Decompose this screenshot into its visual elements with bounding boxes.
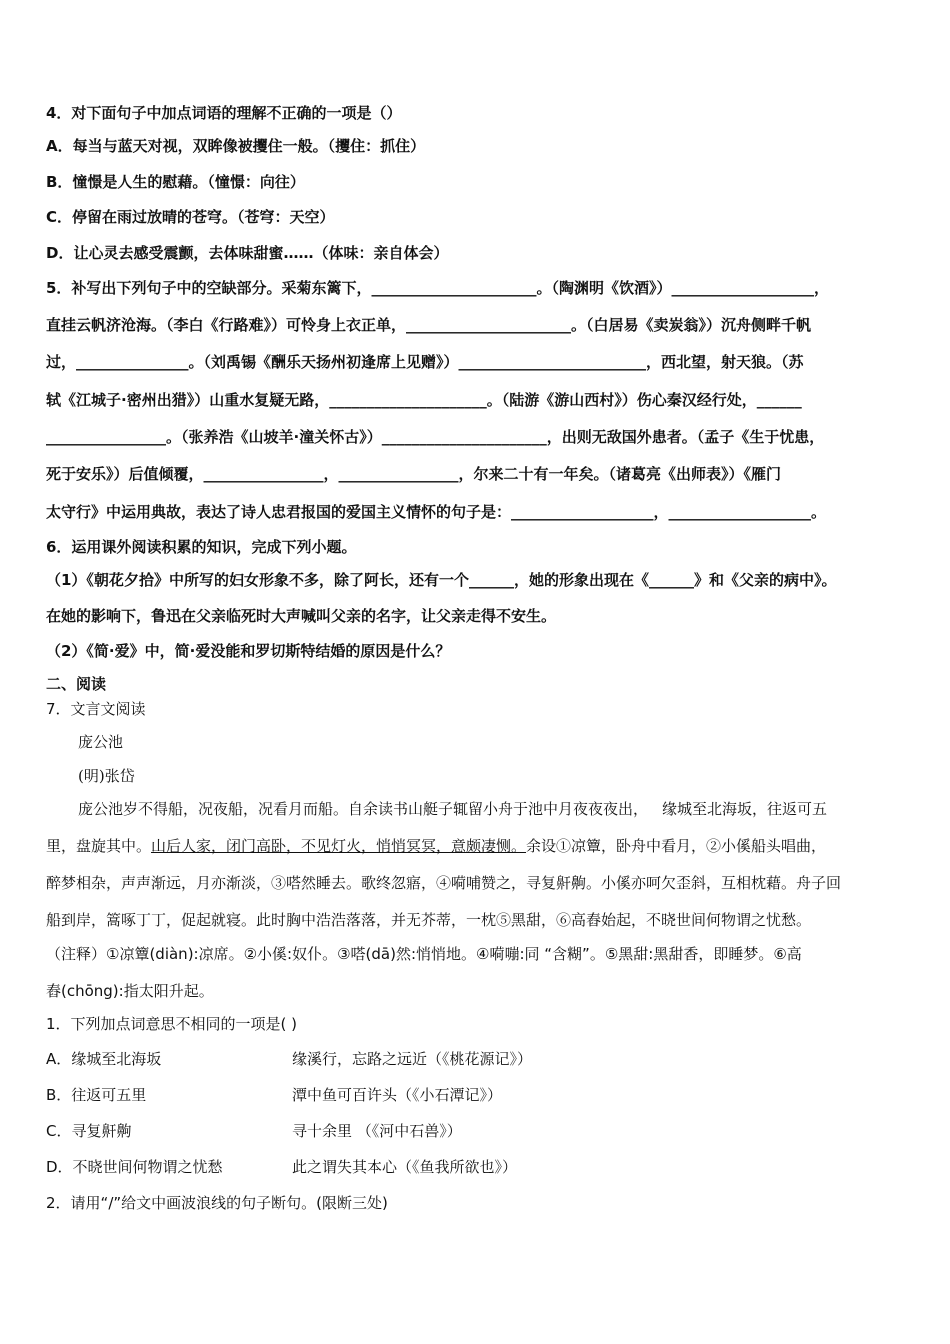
q6-part1-line2: 在她的影响下，鲁迅在父亲临死时大声喊叫父亲的名字，让父亲走得不安生。 xyxy=(46,607,557,625)
q6-part2: （2）《简·爱》中，简·爱没能和罗切斯特结婚的原因是什么？ xyxy=(46,642,451,660)
q5-line-6: 死于安乐》）后值倾覆，________________，________________，尔来二十有一年矣。（诸葛亮《出师表》）《雁门 xyxy=(46,465,782,483)
passage-line-2 xyxy=(46,836,908,856)
passage-line-2-a: 里，盘旋其中。 xyxy=(46,837,152,855)
passage-line-1-a: 庞公池岁不得船，况夜船，况看月而船。自余读书山艇子辄留小舟于池中月夜夜夜出， xyxy=(78,800,649,818)
subq1-option-d-right: 此之谓失其本心（《鱼我所欲也》） xyxy=(292,1158,518,1176)
subq2-stem: 2．请用“/”给文中画波浪线的句子断句。(限断三处) xyxy=(46,1194,388,1212)
notes-line-1: （注释）①凉簟(diàn):凉席。②小傒:奴仆。③嗒(dā)然:悄悄地。④嗬嘣:同 “含糊”。⑤黑甜:黑甜香，即睡梦。⑥高 xyxy=(46,945,802,963)
passage-line-3: 醉梦相杂，声声渐远，月亦渐淡，③嗒然睡去。歌终忽寤，④嗬哺赞之，寻复鼾齁。小傒亦呵欠歪斜，互相枕藉。舟子回 xyxy=(46,874,842,892)
subq1-option-b-left: B．往返可五里 xyxy=(46,1086,147,1104)
subq1-option-a-right: 缘溪行，忘路之远近（《桃花源记》） xyxy=(292,1050,533,1068)
passage-line-4: 船到岸，篙啄丁丁，促起就寝。此时胸中浩浩落落，并无芥蒂，一枕⑤黑甜，⑥高舂始起，不晓世间何物谓之忧愁。 xyxy=(46,911,812,929)
passage-author: (明)张岱 xyxy=(78,767,135,785)
subq1-option-d-left: D．不晓世间何物谓之忧愁 xyxy=(46,1158,223,1176)
subq1-option-c-right: 寻十余里 （《河中石兽》） xyxy=(292,1122,462,1140)
subq1-option-b-right: 潭中鱼可百许头（《小石潭记》） xyxy=(292,1086,503,1104)
passage-line-1-b: 缘城至北海坂，往返可五 xyxy=(662,800,828,818)
q4-option-d: D．让心灵去感受震颤，去体味甜蜜……（体味：亲自体会） xyxy=(46,244,449,262)
q5-line-4: 轼《江城子·密州出猎》）山重水复疑无路，_____________________。（陆游《游山西村》）伤心秦汉经行处，______ xyxy=(46,391,802,409)
subq1-option-c-left: C．寻复鼾齁 xyxy=(46,1122,132,1140)
q6-stem: 6．运用课外阅读积累的知识，完成下列小题。 xyxy=(46,538,357,556)
q5-line-5: ________________。（张养浩《山坡羊·潼关怀古》）______________________，出则无敌国外患者。（孟子《生于忧患， xyxy=(46,428,825,446)
q5-line-3: 过，_______________。（刘禹锡《酬乐天扬州初逢席上见赠》）_________________________，西北望，射天狼。（苏 xyxy=(46,353,804,371)
section-title-reading: 二、阅读 xyxy=(46,675,107,693)
q7-stem: 7．文言文阅读 xyxy=(46,700,146,718)
q4-option-a: A．每当与蓝天对视，双眸像被攫住一般。（攫住：抓住） xyxy=(46,137,426,155)
notes-line-2: 舂(chōng):指太阳升起。 xyxy=(46,982,214,1000)
q5-line-1: 5．补写出下列句子中的空缺部分。采菊东篱下，______________________。（陶渊明《饮酒》）___________________， xyxy=(46,279,829,297)
subq1-stem: 1．下列加点词意思不相同的一项是( ) xyxy=(46,1015,298,1033)
q4-option-b: B．憧憬是人生的慰藉。（憧憬：向往） xyxy=(46,173,305,191)
subq1-option-a-left: A．缘城至北海坂 xyxy=(46,1050,162,1068)
q5-line-7: 太守行》中运用典故，表达了诗人忠君报国的爱国主义情怀的句子是：___________________，___________________。 xyxy=(46,503,827,521)
q4-stem: 4．对下面句子中加点词语的理解不正确的一项是（） xyxy=(46,104,402,122)
q4-option-c: C．停留在雨过放晴的苍穹。（苍穹：天空） xyxy=(46,208,335,226)
passage-title: 庞公池 xyxy=(78,733,124,751)
passage-line-2-b: 余设①凉簟，卧舟中看月，②小傒船头唱曲， xyxy=(526,837,827,855)
wavy-underlined-sentence: 山后人家，闭门高卧，不见灯火，悄悄冥冥，意颇凄恻。 xyxy=(151,837,527,855)
q6-part1-line1: （1）《朝花夕拾》中所写的妇女形象不多，除了阿长，还有一个______，她的形象出现在《______》和《父亲的病中》。 xyxy=(46,571,837,589)
passage-line-1 xyxy=(78,799,908,819)
q5-line-2: 直挂云帆济沧海。（李白《行路难》）可怜身上衣正单，______________________。（白居易《卖炭翁》）沉舟侧畔千帆 xyxy=(46,316,812,334)
